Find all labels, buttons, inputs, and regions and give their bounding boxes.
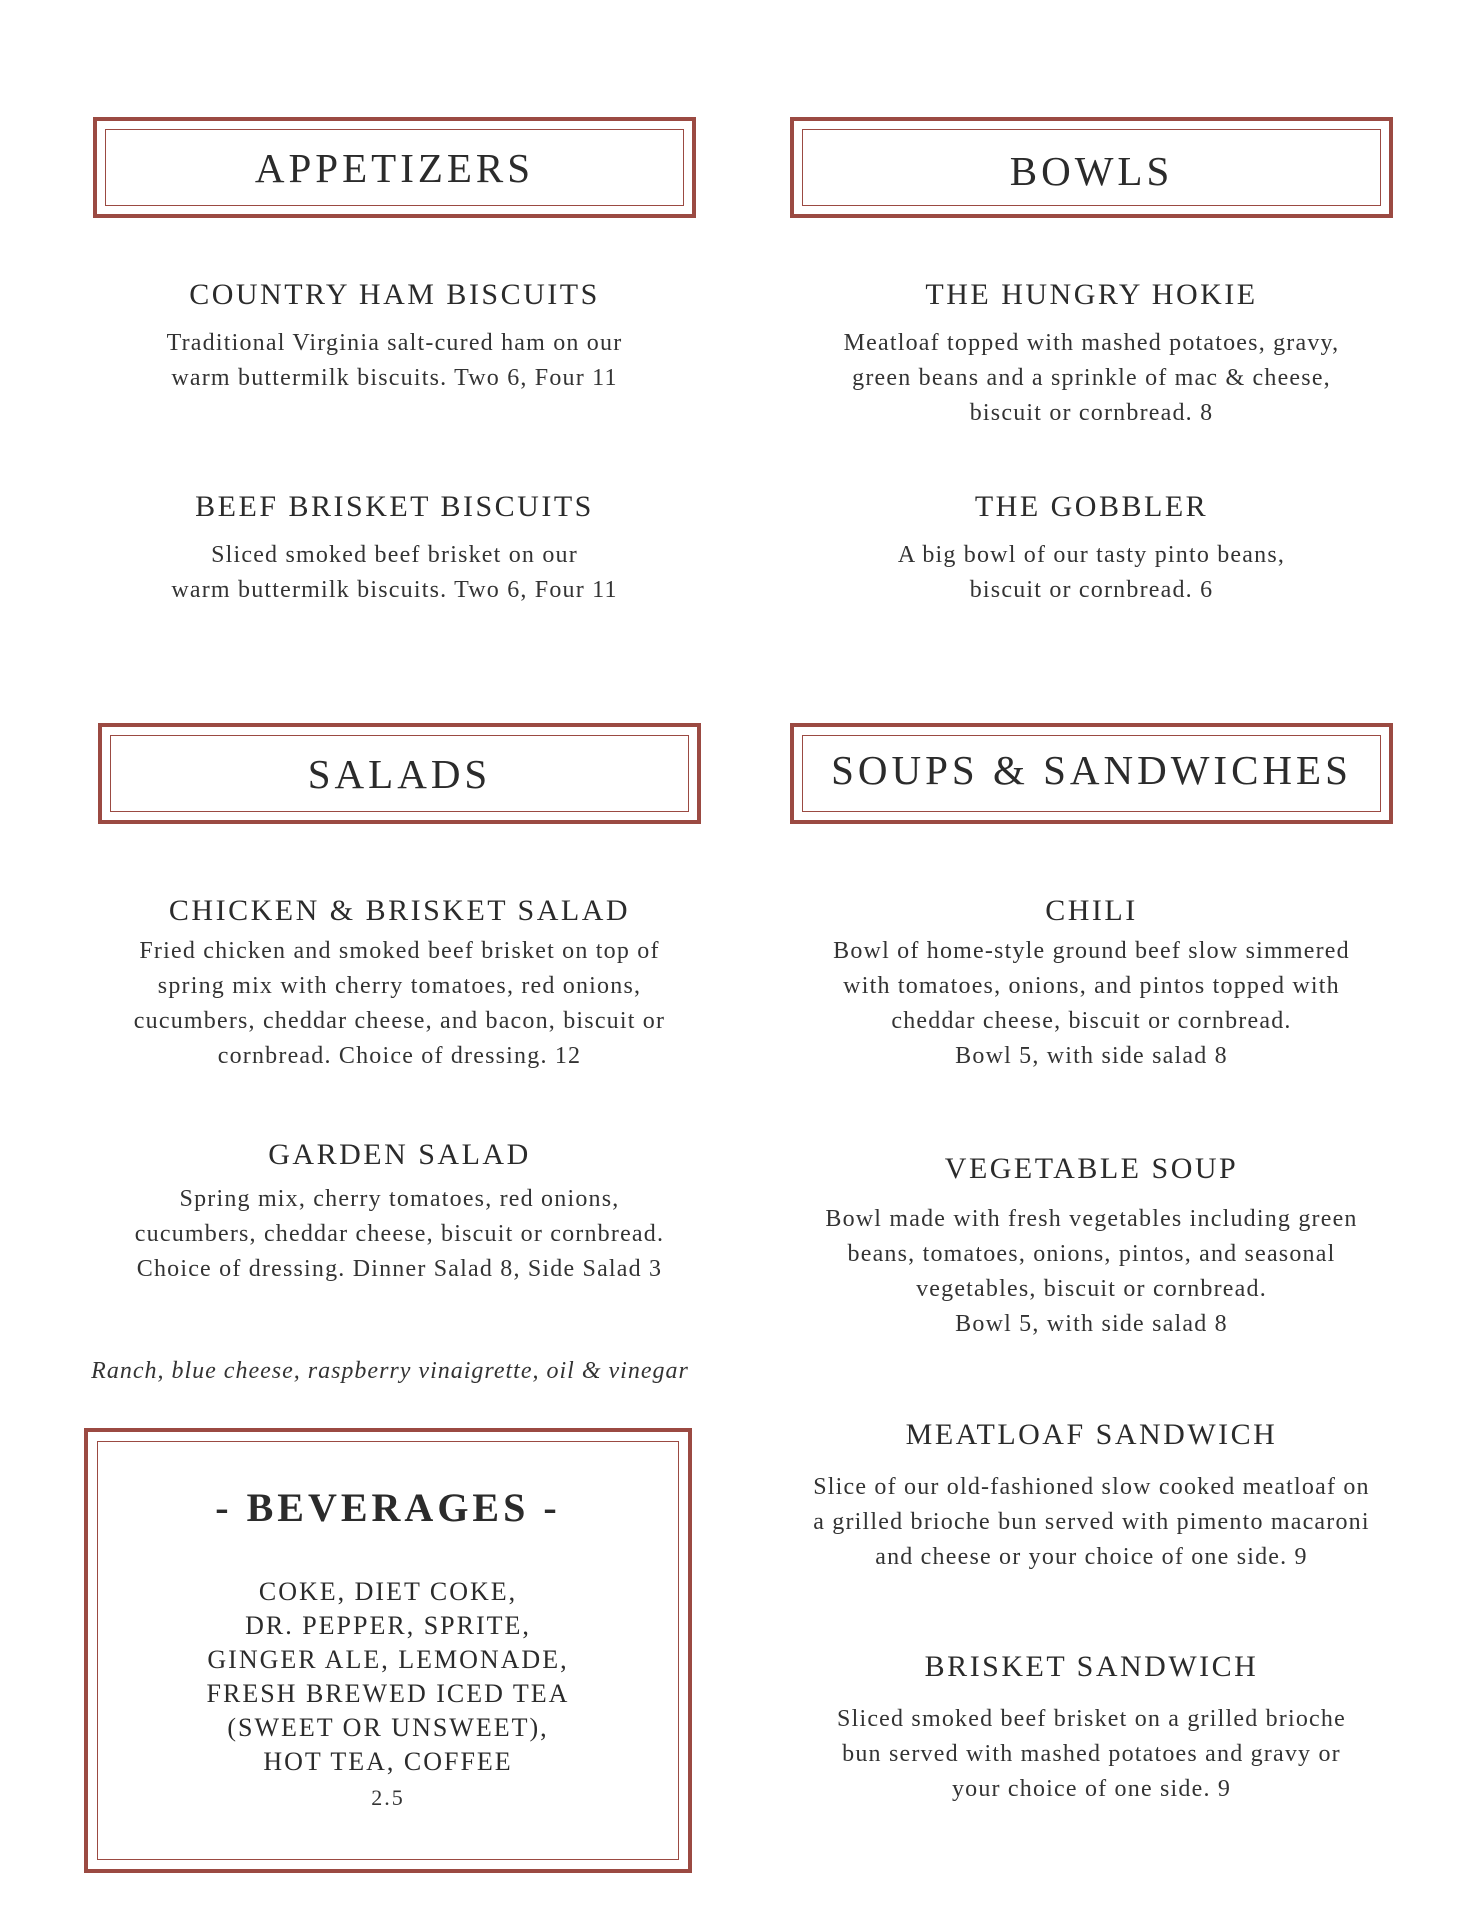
item-desc-line: Fried chicken and smoked beef brisket on top of: [139, 938, 660, 964]
item-desc-line: cornbread. Choice of dressing. 12: [217, 1043, 582, 1069]
item-desc-line: biscuit or cornbread. 8: [969, 400, 1214, 426]
item-description: [93, 538, 696, 608]
item-desc-line: Bowl made with fresh vegetables including green: [825, 1206, 1358, 1232]
menu-item: [98, 894, 701, 1074]
item-description: [98, 934, 701, 1074]
item-desc-line: cucumbers, cheddar cheese, and bacon, biscuit or: [133, 1008, 666, 1034]
salads-header-frame: [98, 723, 701, 824]
beverage-line: COKE, DIET COKE,: [258, 1577, 518, 1606]
beverage-line: DR. PEPPER, SPRITE,: [245, 1611, 531, 1640]
item-desc-line: Meatloaf topped with mashed potatoes, gravy,: [843, 330, 1340, 356]
item-desc-line: Bowl of home-style ground beef slow simmered: [833, 938, 1350, 964]
beverage-line: FRESH BREWED ICED TEA: [206, 1679, 570, 1708]
menu-item: [790, 1152, 1393, 1342]
item-desc-line: Sliced smoked beef brisket on a grilled brioche: [837, 1706, 1346, 1732]
item-desc-line: cucumbers, cheddar cheese, biscuit or cornbread.: [134, 1221, 665, 1247]
appetizers-header-inner: [105, 129, 684, 206]
bowls-header-frame: [790, 117, 1393, 218]
item-desc-line: warm buttermilk biscuits. Two 6, Four 11: [171, 365, 618, 391]
item-description: [93, 326, 696, 396]
menu-item: [98, 1138, 701, 1287]
item-desc-line: with tomatoes, onions, and pintos topped with: [843, 973, 1340, 999]
item-name: GARDEN SALAD: [268, 1138, 531, 1171]
beverages-inner: [97, 1441, 679, 1860]
appetizers-header-frame: [93, 117, 696, 218]
item-desc-line: and cheese or your choice of one side. 9: [875, 1544, 1308, 1570]
item-name: CHICKEN & BRISKET SALAD: [168, 894, 631, 927]
beverages-list: [98, 1575, 678, 1779]
item-description: [98, 1182, 701, 1287]
item-name: MEATLOAF SANDWICH: [905, 1418, 1278, 1451]
item-desc-line: cheddar cheese, biscuit or cornbread.: [891, 1008, 1292, 1034]
item-description: [790, 538, 1393, 608]
menu-item: [93, 490, 696, 608]
item-desc-line: bun served with mashed potatoes and gravy or: [842, 1741, 1341, 1767]
item-desc-line: Choice of dressing. Dinner Salad 8, Side Salad 3: [136, 1256, 663, 1282]
beverage-line: GINGER ALE, LEMONADE,: [207, 1645, 569, 1674]
item-desc-line: Slice of our old-fashioned slow cooked meatloaf on: [813, 1474, 1370, 1500]
item-desc-line: warm buttermilk biscuits. Two 6, Four 11: [171, 577, 618, 603]
beverages-frame: [84, 1428, 692, 1873]
menu-item: [790, 490, 1393, 608]
item-description: [790, 1470, 1393, 1575]
item-name: BRISKET SANDWICH: [924, 1650, 1259, 1683]
bowls-title: BOWLS: [1009, 147, 1174, 194]
item-desc-line: Traditional Virginia salt-cured ham on our: [166, 330, 623, 356]
item-description: [790, 934, 1393, 1074]
appetizers-title: APPETIZERS: [254, 144, 535, 191]
menu-item: [790, 278, 1393, 431]
item-name: CHILI: [1045, 894, 1138, 927]
item-name: VEGETABLE SOUP: [944, 1152, 1239, 1185]
beverage-line: (SWEET OR UNSWEET),: [227, 1713, 549, 1742]
beverages-price: 2.5: [371, 1785, 405, 1810]
beverages-title: - BEVERAGES -: [215, 1485, 561, 1530]
item-name: THE HUNGRY HOKIE: [925, 278, 1258, 311]
item-name: BEEF BRISKET BISCUITS: [195, 490, 594, 523]
item-desc-line: Bowl 5, with side salad 8: [955, 1311, 1228, 1337]
menu-item: [93, 278, 696, 396]
soups-sandwiches-header-inner: [802, 735, 1381, 812]
bowls-header-inner: [802, 129, 1381, 206]
soups-sandwiches-header-frame: [790, 723, 1393, 824]
item-desc-line: your choice of one side. 9: [951, 1776, 1232, 1802]
item-desc-line: green beans and a sprinkle of mac & cheese,: [852, 365, 1331, 391]
item-desc-line: Sliced smoked beef brisket on our: [211, 542, 578, 568]
item-desc-line: A big bowl of our tasty pinto beans,: [897, 542, 1286, 568]
item-desc-line: biscuit or cornbread. 6: [969, 577, 1214, 603]
salads-title: SALADS: [307, 750, 492, 797]
menu-item: [790, 1418, 1393, 1575]
item-desc-line: Bowl 5, with side salad 8: [955, 1043, 1228, 1069]
item-desc-line: Spring mix, cherry tomatoes, red onions,: [179, 1186, 620, 1212]
beverage-line: HOT TEA, COFFEE: [263, 1747, 513, 1776]
item-desc-line: spring mix with cherry tomatoes, red onions,: [157, 973, 642, 999]
item-name: THE GOBBLER: [974, 490, 1209, 523]
menu-item: [790, 894, 1393, 1074]
soups-sandwiches-title: SOUPS & SANDWICHES: [831, 746, 1352, 793]
item-desc-line: beans, tomatoes, onions, pintos, and seasonal: [847, 1241, 1336, 1267]
dressing-options: Ranch, blue cheese, raspberry vinaigrette, oil & vinegar: [91, 1358, 689, 1384]
menu-item: [790, 1650, 1393, 1807]
salads-header-inner: [110, 735, 689, 812]
item-description: [790, 1202, 1393, 1342]
item-desc-line: vegetables, biscuit or cornbread.: [916, 1276, 1267, 1302]
item-description: [790, 1702, 1393, 1807]
item-desc-line: a grilled brioche bun served with pimento macaroni: [813, 1509, 1370, 1535]
item-description: [790, 326, 1393, 431]
item-name: COUNTRY HAM BISCUITS: [189, 278, 600, 311]
